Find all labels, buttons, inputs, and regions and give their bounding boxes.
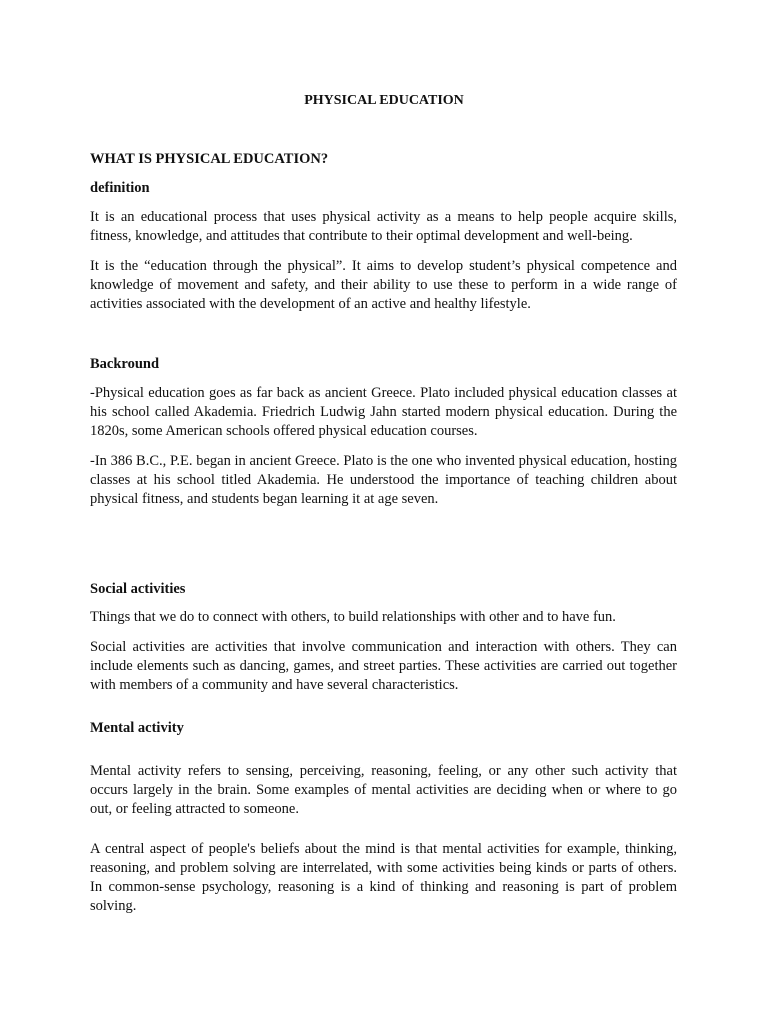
section-heading-mental-activity: Mental activity bbox=[90, 720, 184, 736]
section-heading-background: Backround bbox=[90, 356, 160, 372]
background-paragraph-2: -In 386 B.C., P.E. began in ancient Greece. Plato is the one who invented physical education, hosting classes at his school titled Akademia. He understood the importance of teaching children about physical fitness, and students began learning it at age seven. bbox=[90, 453, 677, 507]
social-activities-paragraph-1: Things that we do to connect with others, to build relationships with other and to have fun. bbox=[90, 609, 616, 625]
mental-activity-paragraph-1: Mental activity refers to sensing, perceiving, reasoning, feeling, or any other such activity that occurs largely in the brain. Some examples of mental activities are deciding when or where to go out, or feeling attracted to someone. bbox=[90, 763, 677, 817]
definition-paragraph-2: It is the “education through the physical”. It aims to develop student’s physical competence and knowledge of movement and safety, and their ability to use these to perform in a wide range of activities associated with the development of an active and healthy lifestyle. bbox=[90, 258, 677, 312]
section-heading-social-activities: Social activities bbox=[90, 581, 186, 597]
background-paragraph-1: -Physical education goes as far back as ancient Greece. Plato included physical education classes at his school called Akademia. Friedrich Ludwig Jahn started modern physical education. During the 1820s, some American schools offered physical education courses. bbox=[90, 385, 677, 439]
social-activities-paragraph-2: Social activities are activities that involve communication and interaction with others. They can include elements such as dancing, games, and street parties. These activities are carried out together with members of a community and have several characteristics. bbox=[90, 639, 677, 693]
mental-activity-paragraph-2: A central aspect of people's beliefs about the mind is that mental activities for example, thinking, reasoning, and problem solving are interrelated, with some activities being kinds or parts of others. In common-sense psychology, reasoning is a kind of thinking and reasoning is part of problem solving. bbox=[90, 841, 677, 914]
definition-paragraph-1: It is an educational process that uses physical activity as a means to help people acquire skills, fitness, knowledge, and attitudes that contribute to their optimal development and well-being. bbox=[90, 209, 677, 244]
section-heading-definition: definition bbox=[90, 180, 150, 196]
section-heading-what-is-pe: WHAT IS PHYSICAL EDUCATION? bbox=[90, 151, 329, 167]
document-title: PHYSICAL EDUCATION bbox=[304, 93, 464, 108]
